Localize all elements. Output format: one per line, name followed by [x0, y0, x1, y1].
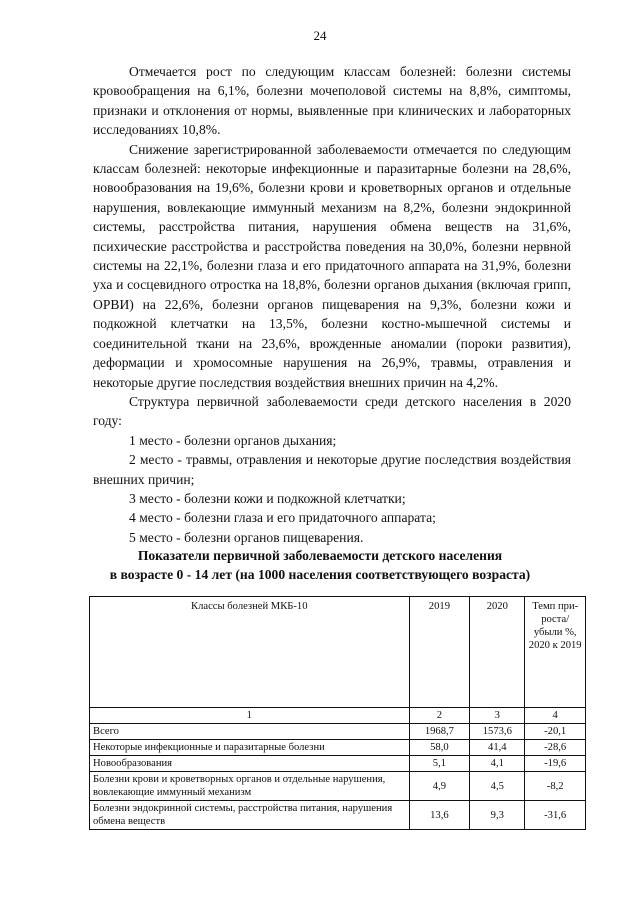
ranking-item-4: 4 место - болезни глаза и его придаточного аппарата; — [129, 510, 436, 526]
index-cell: 2 — [409, 708, 470, 724]
header-year-2020: 2020 — [470, 597, 525, 708]
value-2019: 13,6 — [409, 801, 470, 830]
value-2019: 58,0 — [409, 740, 470, 756]
index-cell: 4 — [525, 708, 586, 724]
row-name: Болезни крови и кроветворных органов и отдельные нарушения, вовлекающие иммунный механизм — [90, 772, 410, 801]
row-name: Болезни эндокринной системы, расстройства питания, нарушения обмена веществ — [90, 801, 410, 830]
value-2020: 4,1 — [470, 756, 525, 772]
value-rate: -20,1 — [525, 724, 586, 740]
value-2020: 1573,6 — [470, 724, 525, 740]
ranking-item-5: 5 место - болезни органов пищеварения. — [129, 529, 364, 545]
paragraph-structure: Структура первичной заболеваемости среди детского населения в 2020 году: — [93, 393, 571, 429]
row-name: Новообразования — [90, 756, 410, 772]
morbidity-table — [89, 596, 586, 830]
table-row — [90, 740, 586, 756]
table-row — [90, 724, 586, 740]
value-2019: 4,9 — [409, 772, 470, 801]
table-row — [90, 772, 586, 801]
row-name: Всего — [90, 724, 410, 740]
index-cell: 1 — [90, 708, 410, 724]
header-growth-rate: Темп при-роста/ убыли %, 2020 к 2019 — [525, 597, 586, 708]
value-2019: 1968,7 — [409, 724, 470, 740]
value-2020: 41,4 — [470, 740, 525, 756]
table-index-row — [90, 708, 586, 724]
row-name: Некоторые инфекционные и паразитарные болезни — [90, 740, 410, 756]
value-2020: 4,5 — [470, 772, 525, 801]
table-row — [90, 756, 586, 772]
ranking-item-1: 1 место - болезни органов дыхания; — [129, 432, 337, 448]
paragraph-growth: Отмечается рост по следующим классам болезней: болезни системы кровообращения на 6,1%, болезни мочеполовой системы на 8,8%, симптомы, признаки и отклонения от нормы, выявленные при клинических и лабораторных исследованиях 10,8%. — [93, 64, 571, 138]
page-number: 24 — [313, 28, 327, 43]
value-rate: -28,6 — [525, 740, 586, 756]
value-2019: 5,1 — [409, 756, 470, 772]
value-rate: -19,6 — [525, 756, 586, 772]
value-rate: -8,2 — [525, 772, 586, 801]
table-row — [90, 801, 586, 830]
table-title-line-1: Показатели первичной заболеваемости детского населения — [137, 548, 503, 563]
value-2020: 9,3 — [470, 801, 525, 830]
paragraph-decline: Снижение зарегистрированной заболеваемости отмечается по следующим классам болезней: некоторые инфекционные и паразитарные болезни на 28,6%, новообразования на 19,6%, болезни крови и кроветворных органов и отдельные нарушения, вовлекающие иммунный механизм на 8,2%, болезни эндокринной системы, расстройства питания, нарушения обмена веществ на 31,6%, психические расстройства и расстройства поведения на 30,0%, болезни нервной системы на 22,1%, болезни глаза и его придаточного аппарата на 31,9%, болезни уха и сосцевидного отростка на 18,8%, болезни органов дыхания (включая грипп, ОРВИ) на 22,6%, болезни органов пищеварения на 9,3%, болезни кожи и подкожной клетчатки на 13,5%, болезни костно-мышечной системы и соединительной ткани на 23,6%, врожденные аномалии (пороки развития), деформации и хромосомные нарушения на 26,9%, травмы, отравления и некоторые другие последствия воздействия внешних причин на 4,2%. — [93, 141, 571, 390]
ranking-item-2: 2 место - травмы, отравления и некоторые другие последствия воздействия внешних причин; — [93, 452, 571, 487]
ranking-item-3: 3 место - болезни кожи и подкожной клетчатки; — [129, 490, 406, 506]
index-cell: 3 — [470, 708, 525, 724]
header-disease-class: Классы болезней МКБ-10 — [90, 597, 410, 708]
table-header-row — [90, 597, 586, 708]
header-year-2019: 2019 — [409, 597, 470, 708]
body-text — [93, 62, 571, 547]
value-rate: -31,6 — [525, 801, 586, 830]
table-title — [60, 546, 580, 584]
table-title-line-2: в возрасте 0 - 14 лет (на 1000 населения соответствующего возраста) — [109, 567, 531, 582]
